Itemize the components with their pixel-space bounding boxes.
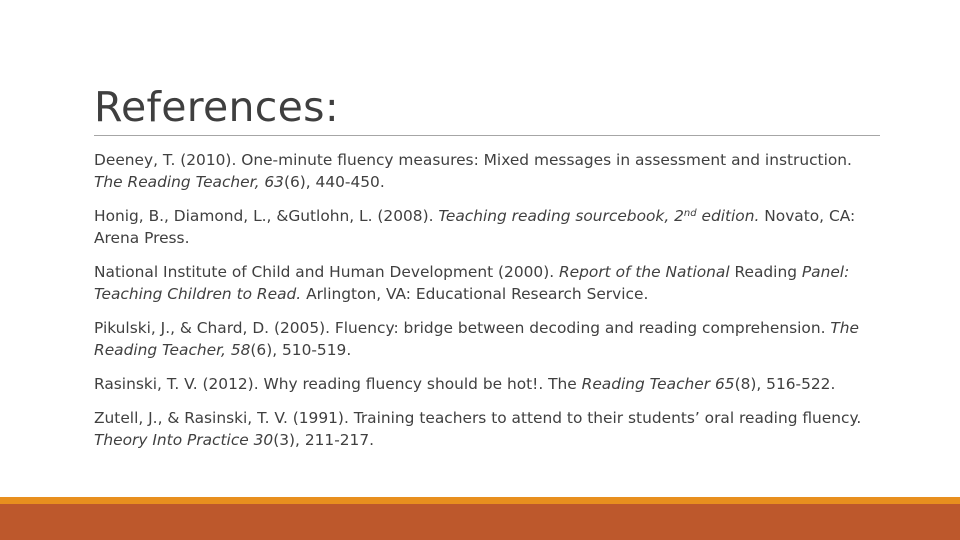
reference-text: Arlington, VA: Educational Research Service. [301,285,649,303]
journal-title: The Reading Teacher, 58 [94,319,860,359]
reference-item-zutell [94,407,884,451]
reference-text: Deeney, T. (2010). One-minute fluency measures: Mixed messages in assessment and instruction. [94,151,852,169]
journal-title: Theory Into Practice 30 [94,431,274,449]
reference-item-deeney [94,149,884,193]
footer-accent-stripe [0,497,960,504]
report-title: Panel: Teaching Children to Read. [94,263,850,303]
reference-text: Rasinski, T. V. (2012). Why reading fluency should be hot!. The [94,375,582,393]
book-title: edition. [696,207,760,225]
reference-text: Zutell, J., & Rasinski, T. V. (1991). Training teachers to attend to their students’ oral reading fluency. [94,409,862,427]
reference-item-pikulski [94,317,884,361]
journal-title: The Reading Teacher, 63 [94,173,284,191]
reference-text: Novato, CA: Arena Press. [94,207,856,247]
book-title: Teaching reading sourcebook, 2 [438,207,684,225]
reference-text: (8), 516-522. [734,375,836,393]
report-title: Report of the National [558,263,730,281]
reference-item-honig [94,205,884,249]
reference-text: Pikulski, J., & Chard, D. (2005). Fluency: bridge between decoding and reading comprehension. [94,319,831,337]
reference-item-nichd [94,261,884,305]
reference-text: Reading [729,263,802,281]
reference-text: (6), 510-519. [250,341,352,359]
journal-title: Reading Teacher 65 [581,375,735,393]
superscript-text: nd [683,208,697,219]
reference-text: (3), 211-217. [273,431,375,449]
reference-text: (6), 440-450. [283,173,385,191]
reference-item-rasinski [94,373,884,395]
reference-list [94,149,884,463]
title-divider [94,135,880,136]
slide-title: References: [94,83,339,131]
reference-text: Honig, B., Diamond, L., &Gutlohn, L. (2008). [94,207,439,225]
reference-text: National Institute of Child and Human Development (2000). [94,263,559,281]
footer-bar [0,504,960,540]
